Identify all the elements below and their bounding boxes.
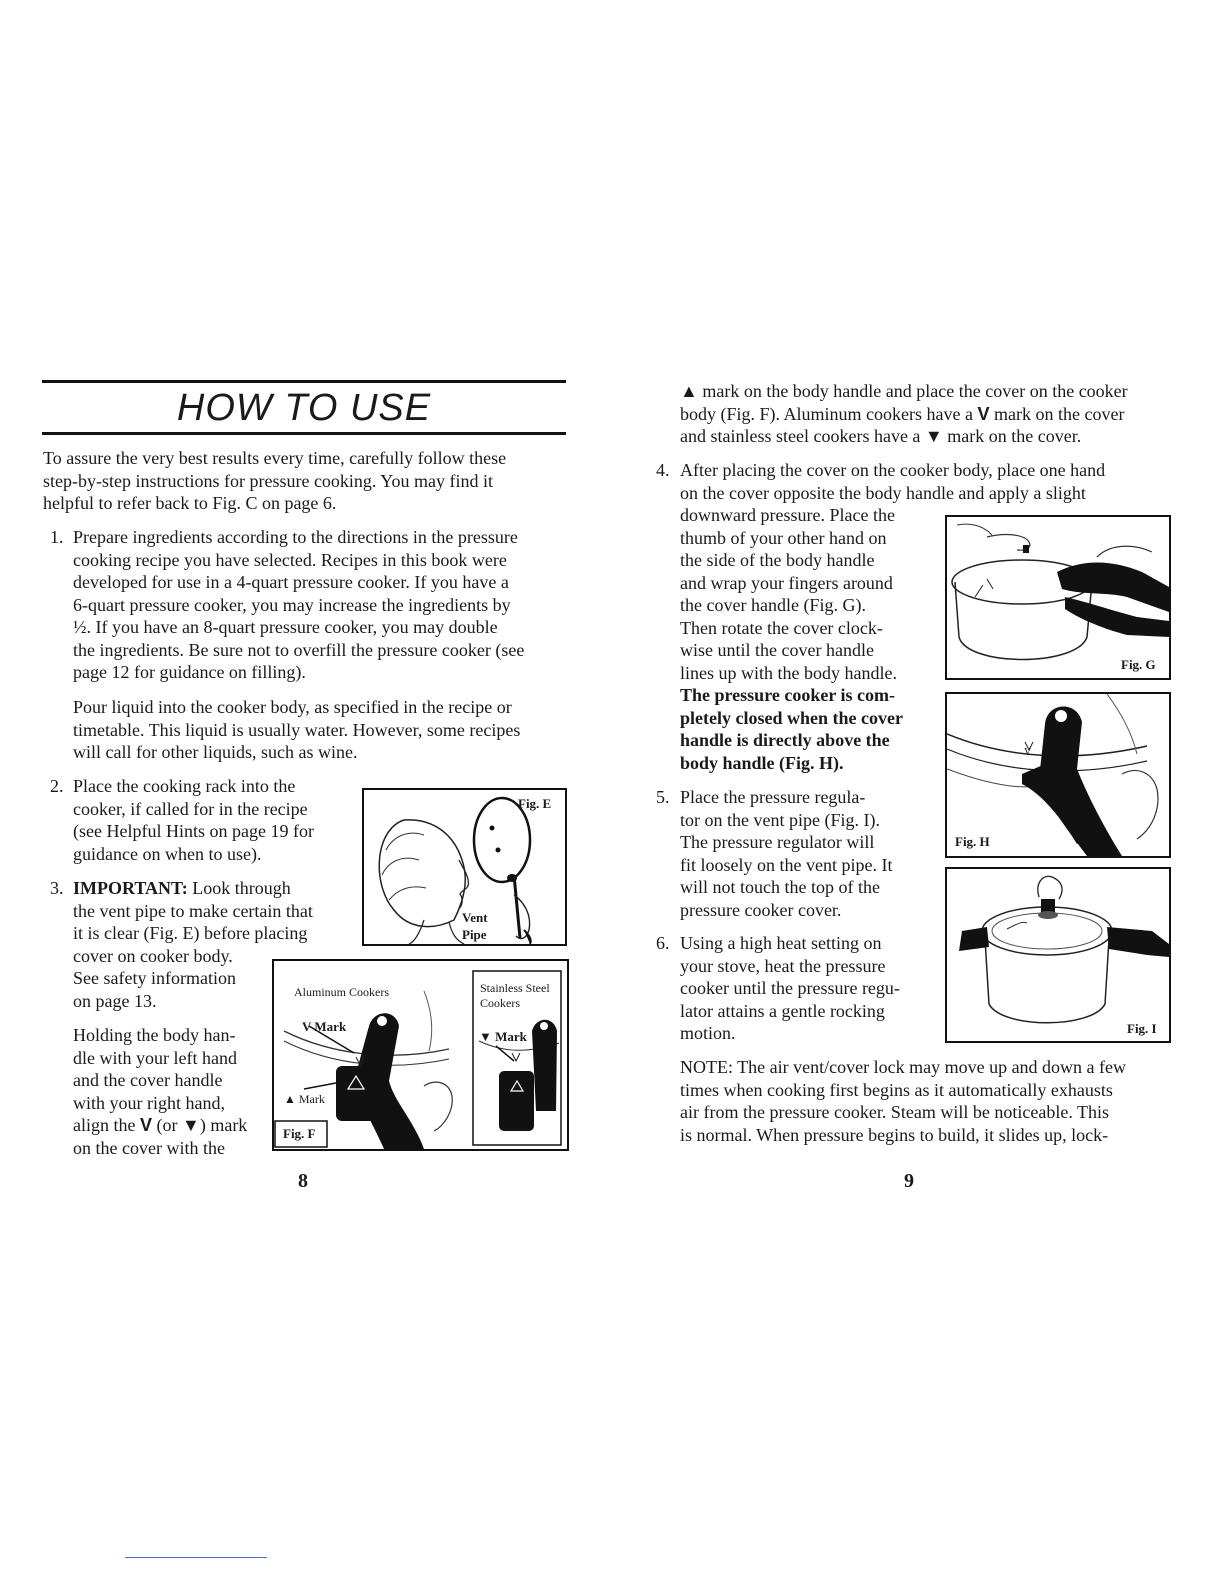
page-heading: HOW TO USE (176, 387, 432, 429)
down-triangle-glyph-right: ▼ (924, 426, 943, 446)
fig-e-label: Fig. E (518, 796, 552, 811)
down-mark-label: ▼ Mark (479, 1029, 527, 1044)
step-2-text: Place the cooking rack into the cooker, if called for in the recipe (see Helpful Hints on page 19 for guidance on when to use). (73, 776, 314, 864)
step-6-text: Using a high heat setting on your stove, heat the pressure cooker until the pressure regu- lator attains a gentle rocking motion. (680, 933, 900, 1043)
heading-top-rule (42, 380, 566, 383)
pipe-label: Pipe (462, 927, 487, 942)
page-number-right: 9 (904, 1170, 914, 1192)
down-triangle-glyph: ▼ (182, 1115, 200, 1135)
note-paragraph: NOTE: The air vent/cover lock may move up and down a few times when cooking first begins as it automatically exhausts air from the pressure cooker. Steam will be noticeable. This is normal. When pressure begins to build, it slides up, lock- (680, 1057, 1127, 1145)
step-1-number: 1. (50, 527, 64, 547)
aluminum-cookers-label: Aluminum Cookers (294, 985, 389, 999)
step-5-number: 5. (656, 787, 670, 807)
rotating-cover-illustration (947, 517, 1169, 678)
v-mark-label: V Mark (302, 1019, 347, 1034)
fig-h-label: Fig. H (955, 834, 990, 849)
step-3-holding-paragraph: Holding the body han- dle with your left hand and the cover handle with your right hand, align the V (or ▼) mark on the cover with the (73, 1025, 248, 1158)
heading-bottom-rule (42, 432, 566, 435)
figure-e (362, 788, 567, 946)
step-6-number: 6. (656, 933, 670, 953)
pressure-regulator-illustration (947, 869, 1169, 1041)
important-label: IMPORTANT: (73, 878, 188, 898)
figure-h (945, 692, 1171, 858)
step-1-liquid-paragraph: Pour liquid into the cooker body, as specified in the recipe or timetable. This liquid is usually water. However, some recipes will call for other liquids, such as wine. (73, 697, 521, 762)
up-mark-label: ▲ Mark (284, 1092, 325, 1106)
fig-g-label: Fig. G (1121, 657, 1156, 672)
step-4-number: 4. (656, 460, 670, 480)
v-mark-glyph-right: V (977, 403, 990, 424)
figure-g (945, 515, 1171, 680)
v-mark-glyph: V (139, 1115, 152, 1135)
fig-f-label: Fig. F (283, 1126, 316, 1141)
step-2-number: 2. (50, 776, 64, 796)
page-number-left: 8 (298, 1170, 308, 1192)
step-4-text: After placing the cover on the cooker body, place one hand on the cover opposite the body handle and apply a slight (680, 460, 1106, 503)
figure-f (272, 959, 569, 1151)
fig-i-label: Fig. I (1127, 1021, 1157, 1036)
step-1-text: Prepare ingredients according to the directions in the pressure cooking recipe you have selected. Recipes in this book were developed for use in a 4-quart pressure cooker. If you have a 6-quart pressure cooker, you may increase the ingredients by ½. If you have an 8-quart pressure cooker, you may double the ingredients. Be sure not to overfill the pressure cooker (see page 12 for guidance on filling). (73, 527, 525, 682)
up-triangle-glyph: ▲ (680, 381, 698, 401)
figure-i (945, 867, 1171, 1043)
closed-cover-handle-illustration (947, 694, 1169, 856)
step-4-text-narrow: downward pressure. Place the thumb of your other hand on the side of the body handle and wrap your fingers around the cover handle (Fig. G). Then rotate the cover clock- wise until the cover handle lines up with the body handle. The pressure cooker is com- pletely closed when the cover handle is directly above the body handle (Fig. H). (680, 505, 903, 773)
step-5-text: Place the pressure regula- tor on the vent pipe (Fig. I). The pressure regulator will fit loosely on the vent pipe. It will not touch the top of the pressure cooker cover. (680, 787, 893, 920)
stainless-label-2: Cookers (480, 996, 520, 1010)
footer-link-underline (125, 1557, 267, 1558)
step-3-text: IMPORTANT: Look through the vent pipe to make certain that it is clear (Fig. E) before placing cover on cooker body. See safety information on page 13. (73, 878, 313, 1011)
step-3-number: 3. (50, 878, 64, 898)
continued-paragraph: ▲ mark on the body handle and place the cover on the cooker body (Fig. F). Aluminum cookers have a V mark on the cover and stainless steel cookers have a ▼ mark on the cover. (680, 381, 1128, 446)
fig-h-v-mark: V (1024, 747, 1032, 758)
stainless-label-1: Stainless Steel (480, 981, 550, 995)
vent-label: Vent (462, 910, 488, 925)
intro-paragraph: To assure the very best results every time, carefully follow these step-by-step instructions for pressure cooking. You may find it helpful to refer back to Fig. C on page 6. (43, 448, 507, 513)
